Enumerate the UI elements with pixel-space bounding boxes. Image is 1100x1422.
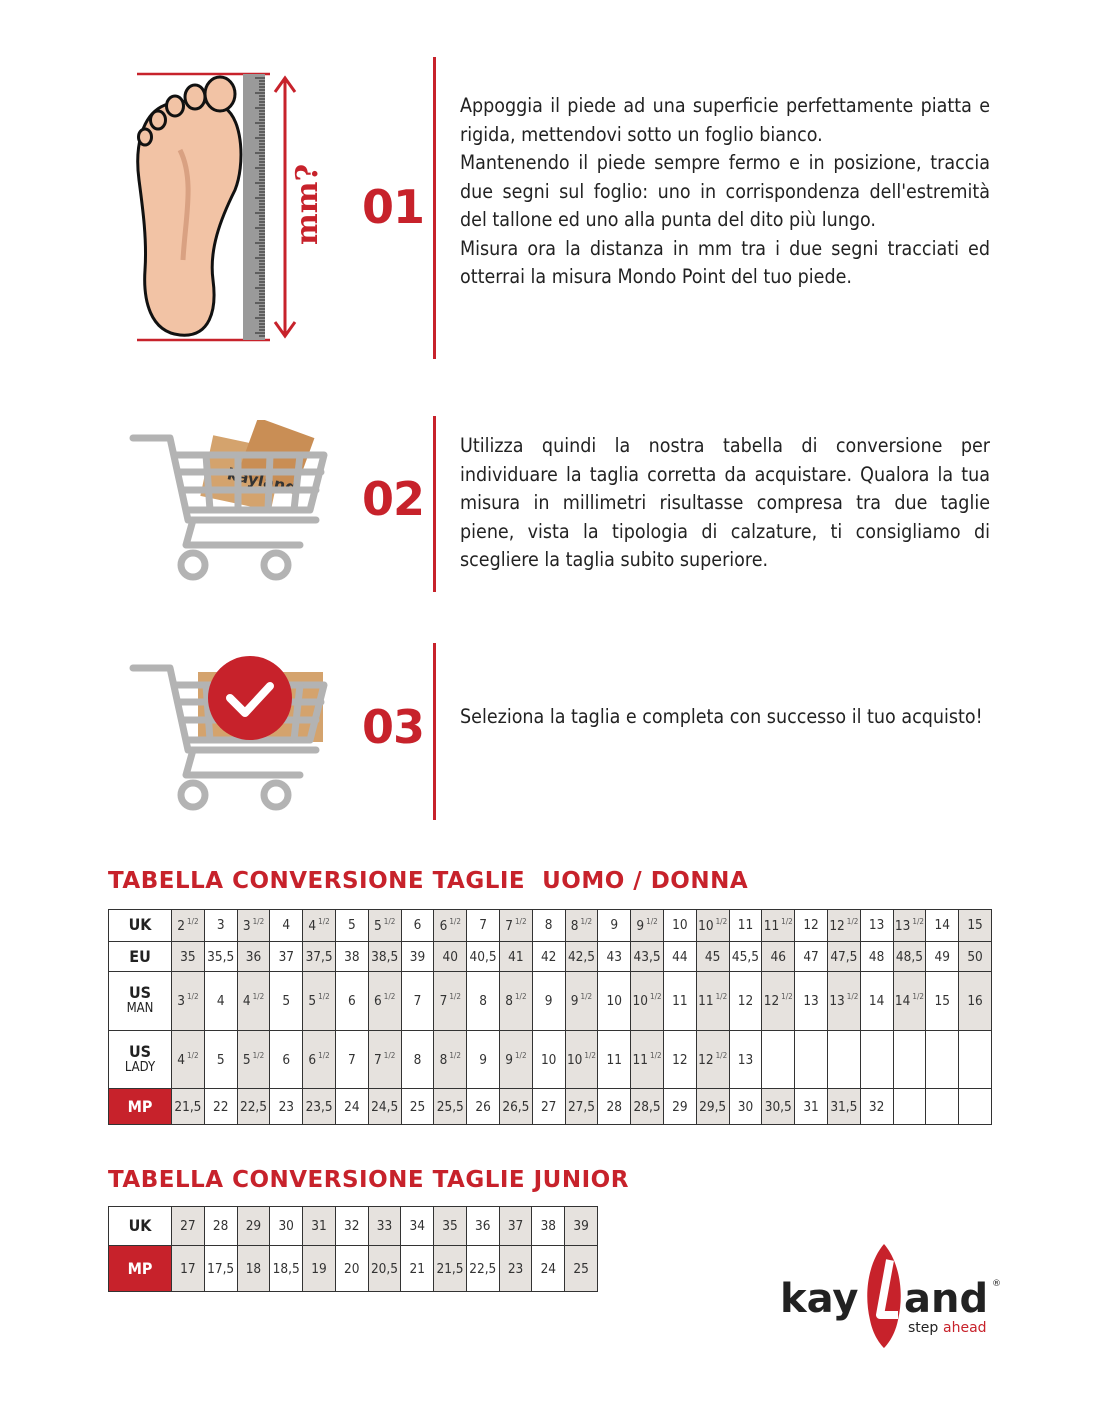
- size-cell: 15: [926, 972, 959, 1031]
- size-cell: 7: [467, 910, 500, 942]
- size-cell: 8: [467, 972, 500, 1031]
- size-cell: 15: [959, 910, 992, 942]
- row-label: EU: [109, 941, 172, 971]
- size-cell: 43,5: [631, 941, 664, 971]
- size-cell: 8 $^{1/2}$: [499, 972, 532, 1031]
- size-cell: 4: [270, 910, 303, 942]
- size-cell: 32: [860, 1089, 893, 1125]
- size-cell: 18,5: [270, 1246, 303, 1292]
- step-2: [0, 400, 1100, 600]
- size-cell: 7 $^{1/2}$: [499, 910, 532, 942]
- size-cell: 32: [335, 1207, 368, 1246]
- size-cell: 30: [270, 1207, 303, 1246]
- size-cell: 22,5: [466, 1246, 499, 1292]
- size-cell: 33: [368, 1207, 401, 1246]
- size-cell: 31: [303, 1207, 336, 1246]
- size-cell: 28: [598, 1089, 631, 1125]
- row-label: US LADY: [109, 1030, 172, 1089]
- size-cell: 9: [532, 972, 565, 1031]
- size-cell: 6 $^{1/2}$: [434, 910, 467, 942]
- size-cell: 5 $^{1/2}$: [237, 1030, 270, 1089]
- size-cell: 27,5: [565, 1089, 598, 1125]
- size-cell: 24: [532, 1246, 565, 1292]
- size-cell: 12: [795, 910, 828, 942]
- size-cell: 42,5: [565, 941, 598, 971]
- size-cell: 47,5: [827, 941, 860, 971]
- size-cell: 47: [795, 941, 828, 971]
- size-cell: 22: [204, 1089, 237, 1125]
- kayland-logo: [780, 1240, 1010, 1350]
- step-line: Mantenendo il piede sempre fermo e in posizione, traccia due segni sul foglio: uno in corrispondenza dell'estremità del tallone ed uno alla punta del dito più lungo.: [460, 151, 990, 231]
- size-cell: 7: [335, 1030, 368, 1089]
- size-cell: 40: [434, 941, 467, 971]
- table-row: [109, 1246, 598, 1292]
- step-line: Misura ora la distanza in mm tra i due segni tracciati ed otterrai la misura Mondo Point del tuo piede.: [460, 236, 990, 288]
- row-label: UK: [109, 910, 172, 942]
- size-cell: 46: [762, 941, 795, 971]
- size-cell: 10 $^{1/2}$: [696, 910, 729, 942]
- size-cell: 9 $^{1/2}$: [565, 972, 598, 1031]
- size-cell: 9: [467, 1030, 500, 1089]
- size-cell: [860, 1030, 893, 1089]
- size-cell: 9 $^{1/2}$: [499, 1030, 532, 1089]
- size-cell: 8 $^{1/2}$: [434, 1030, 467, 1089]
- adult-size-table: [108, 909, 992, 1125]
- size-cell: 11 $^{1/2}$: [631, 1030, 664, 1089]
- size-cell: 12: [663, 1030, 696, 1089]
- size-cell: 50: [959, 941, 992, 971]
- size-cell: 6: [401, 910, 434, 942]
- size-cell: 45: [696, 941, 729, 971]
- table-row: [109, 941, 992, 971]
- size-cell: 4: [204, 972, 237, 1031]
- table-row: [109, 1207, 598, 1246]
- size-cell: [926, 1030, 959, 1089]
- size-cell: 22,5: [237, 1089, 270, 1125]
- size-cell: 9: [598, 910, 631, 942]
- step-3: [0, 630, 1100, 830]
- size-cell: 44: [663, 941, 696, 971]
- size-cell: 7 $^{1/2}$: [368, 1030, 401, 1089]
- size-cell: 5: [204, 1030, 237, 1089]
- size-cell: 10 $^{1/2}$: [565, 1030, 598, 1089]
- step-number: 03: [362, 700, 425, 754]
- size-cell: 38: [532, 1207, 565, 1246]
- shopping-cart-icon: [128, 420, 333, 585]
- size-cell: 4 $^{1/2}$: [237, 972, 270, 1031]
- size-cell: 26,5: [499, 1089, 532, 1125]
- brand-left: kay: [780, 1276, 859, 1322]
- size-cell: 13 $^{1/2}$: [893, 910, 926, 942]
- size-cell: 13: [729, 1030, 762, 1089]
- size-cell: 38: [335, 941, 368, 971]
- size-cell: 14 $^{1/2}$: [893, 972, 926, 1031]
- size-cell: [926, 1089, 959, 1125]
- size-cell: 29: [663, 1089, 696, 1125]
- size-cell: 8: [401, 1030, 434, 1089]
- table-row: [109, 910, 992, 942]
- step-number: 02: [362, 472, 425, 526]
- size-cell: 39: [401, 941, 434, 971]
- size-cell: 37,5: [303, 941, 336, 971]
- step-description: [460, 432, 990, 575]
- step-divider: [433, 643, 436, 820]
- size-cell: 8: [532, 910, 565, 942]
- size-cell: 5 $^{1/2}$: [368, 910, 401, 942]
- size-cell: 13: [795, 972, 828, 1031]
- size-cell: 13 $^{1/2}$: [827, 972, 860, 1031]
- step-divider: [433, 416, 436, 592]
- size-cell: 35,5: [204, 941, 237, 971]
- tagline-step: step: [908, 1320, 939, 1336]
- size-cell: 35: [172, 941, 205, 971]
- size-cell: 30,5: [762, 1089, 795, 1125]
- size-cell: 36: [466, 1207, 499, 1246]
- size-cell: 29,5: [696, 1089, 729, 1125]
- size-cell: 35: [434, 1207, 467, 1246]
- size-cell: 11: [663, 972, 696, 1031]
- size-cell: 27: [172, 1207, 205, 1246]
- step-line: Utilizza quindi la nostra tabella di conversione per individuare la taglia corretta da acquistare. Qualora la tua misura in millimetri risultasse compresa tra due taglie piene, vista la tipologia di calzature, ti consigliamo di scegliere la taglia subito superiore.: [460, 434, 990, 571]
- row-label: MP: [109, 1089, 172, 1125]
- size-cell: 10: [598, 972, 631, 1031]
- size-cell: 3 $^{1/2}$: [172, 972, 205, 1031]
- size-cell: 6 $^{1/2}$: [368, 972, 401, 1031]
- size-cell: 27: [532, 1089, 565, 1125]
- size-cell: [959, 1030, 992, 1089]
- tagline-ahead: ahead: [943, 1320, 987, 1336]
- size-cell: 17,5: [204, 1246, 237, 1292]
- step-line: Appoggia il piede ad una superficie perfettamente piatta e rigida, mettendovi sotto un foglio bianco.: [460, 94, 990, 146]
- row-label: MP: [109, 1246, 172, 1292]
- size-cell: 48: [860, 941, 893, 971]
- step-line: Seleziona la taglia e completa con successo il tuo acquisto!: [460, 705, 983, 728]
- size-cell: [893, 1089, 926, 1125]
- size-cell: 5 $^{1/2}$: [303, 972, 336, 1031]
- registered-mark: ®: [992, 1279, 1001, 1289]
- size-cell: 39: [565, 1207, 598, 1246]
- size-cell: 17: [172, 1246, 205, 1292]
- size-cell: 11: [729, 910, 762, 942]
- size-cell: 7 $^{1/2}$: [434, 972, 467, 1031]
- size-cell: 42: [532, 941, 565, 971]
- size-cell: 48,5: [893, 941, 926, 971]
- size-cell: 21: [401, 1246, 434, 1292]
- size-cell: 5: [335, 910, 368, 942]
- size-cell: 4 $^{1/2}$: [303, 910, 336, 942]
- size-cell: 16: [959, 972, 992, 1031]
- foot-measure-illustration: [125, 70, 325, 350]
- size-cell: 11: [598, 1030, 631, 1089]
- junior-table-title: TABELLA CONVERSIONE TAGLIE JUNIOR: [108, 1167, 629, 1193]
- adult-table-title: TABELLA CONVERSIONE TAGLIE UOMO / DONNA: [108, 868, 749, 894]
- size-cell: 18: [237, 1246, 270, 1292]
- size-cell: 36: [237, 941, 270, 971]
- size-cell: 2 $^{1/2}$: [172, 910, 205, 942]
- size-cell: 25: [401, 1089, 434, 1125]
- size-cell: 37: [499, 1207, 532, 1246]
- size-cell: 3 $^{1/2}$: [237, 910, 270, 942]
- size-cell: 12 $^{1/2}$: [762, 972, 795, 1031]
- size-cell: 20: [335, 1246, 368, 1292]
- step-divider: [433, 57, 436, 359]
- size-cell: 24: [335, 1089, 368, 1125]
- step-description: [460, 703, 990, 732]
- size-cell: 10: [663, 910, 696, 942]
- size-cell: 38,5: [368, 941, 401, 971]
- step-description: [460, 92, 990, 292]
- size-cell: 5: [270, 972, 303, 1031]
- size-cell: 9 $^{1/2}$: [631, 910, 664, 942]
- size-cell: 10: [532, 1030, 565, 1089]
- size-cell: 11 $^{1/2}$: [696, 972, 729, 1031]
- size-cell: 45,5: [729, 941, 762, 971]
- size-cell: 11 $^{1/2}$: [762, 910, 795, 942]
- step-number: 01: [362, 180, 425, 234]
- size-cell: 25,5: [434, 1089, 467, 1125]
- size-cell: 10 $^{1/2}$: [631, 972, 664, 1031]
- table-row: [109, 1089, 992, 1125]
- junior-size-table: [108, 1206, 598, 1292]
- size-cell: 4 $^{1/2}$: [172, 1030, 205, 1089]
- size-cell: 12 $^{1/2}$: [827, 910, 860, 942]
- size-cell: 31: [795, 1089, 828, 1125]
- size-cell: 31,5: [827, 1089, 860, 1125]
- box-brand-text: kayland: [225, 464, 299, 498]
- size-cell: 29: [237, 1207, 270, 1246]
- size-cell: 6: [335, 972, 368, 1031]
- size-cell: 23,5: [303, 1089, 336, 1125]
- size-cell: [762, 1030, 795, 1089]
- size-cell: 24,5: [368, 1089, 401, 1125]
- check-icon: [208, 656, 292, 740]
- size-cell: 25: [565, 1246, 598, 1292]
- size-cell: 41: [499, 941, 532, 971]
- size-cell: 14: [926, 910, 959, 942]
- size-cell: 3: [204, 910, 237, 942]
- size-cell: 26: [467, 1089, 500, 1125]
- size-cell: 43: [598, 941, 631, 971]
- row-label: UK: [109, 1207, 172, 1246]
- size-cell: 8 $^{1/2}$: [565, 910, 598, 942]
- brand-right: and: [904, 1276, 989, 1322]
- size-cell: 37: [270, 941, 303, 971]
- size-cell: 49: [926, 941, 959, 971]
- size-cell: 30: [729, 1089, 762, 1125]
- size-cell: 12: [729, 972, 762, 1031]
- size-cell: 6 $^{1/2}$: [303, 1030, 336, 1089]
- size-cell: 34: [401, 1207, 434, 1246]
- size-cell: 23: [499, 1246, 532, 1292]
- size-cell: [893, 1030, 926, 1089]
- size-cell: 28,5: [631, 1089, 664, 1125]
- size-cell: 21,5: [172, 1089, 205, 1125]
- size-cell: 13: [860, 910, 893, 942]
- size-cell: 7: [401, 972, 434, 1031]
- size-cell: 6: [270, 1030, 303, 1089]
- size-cell: 12 $^{1/2}$: [696, 1030, 729, 1089]
- size-cell: 21,5: [434, 1246, 467, 1292]
- size-cell: 20,5: [368, 1246, 401, 1292]
- size-cell: [827, 1030, 860, 1089]
- shopping-cart-check-icon: [128, 650, 333, 815]
- mm-label: mm?: [290, 163, 325, 245]
- size-cell: [959, 1089, 992, 1125]
- size-cell: 23: [270, 1089, 303, 1125]
- table-row: [109, 1030, 992, 1089]
- step-1: [0, 0, 1100, 380]
- size-cell: 14: [860, 972, 893, 1031]
- size-cell: [795, 1030, 828, 1089]
- size-cell: 19: [303, 1246, 336, 1292]
- size-cell: 28: [204, 1207, 237, 1246]
- row-label: US MAN: [109, 972, 172, 1031]
- size-cell: 40,5: [467, 941, 500, 971]
- table-row: [109, 972, 992, 1031]
